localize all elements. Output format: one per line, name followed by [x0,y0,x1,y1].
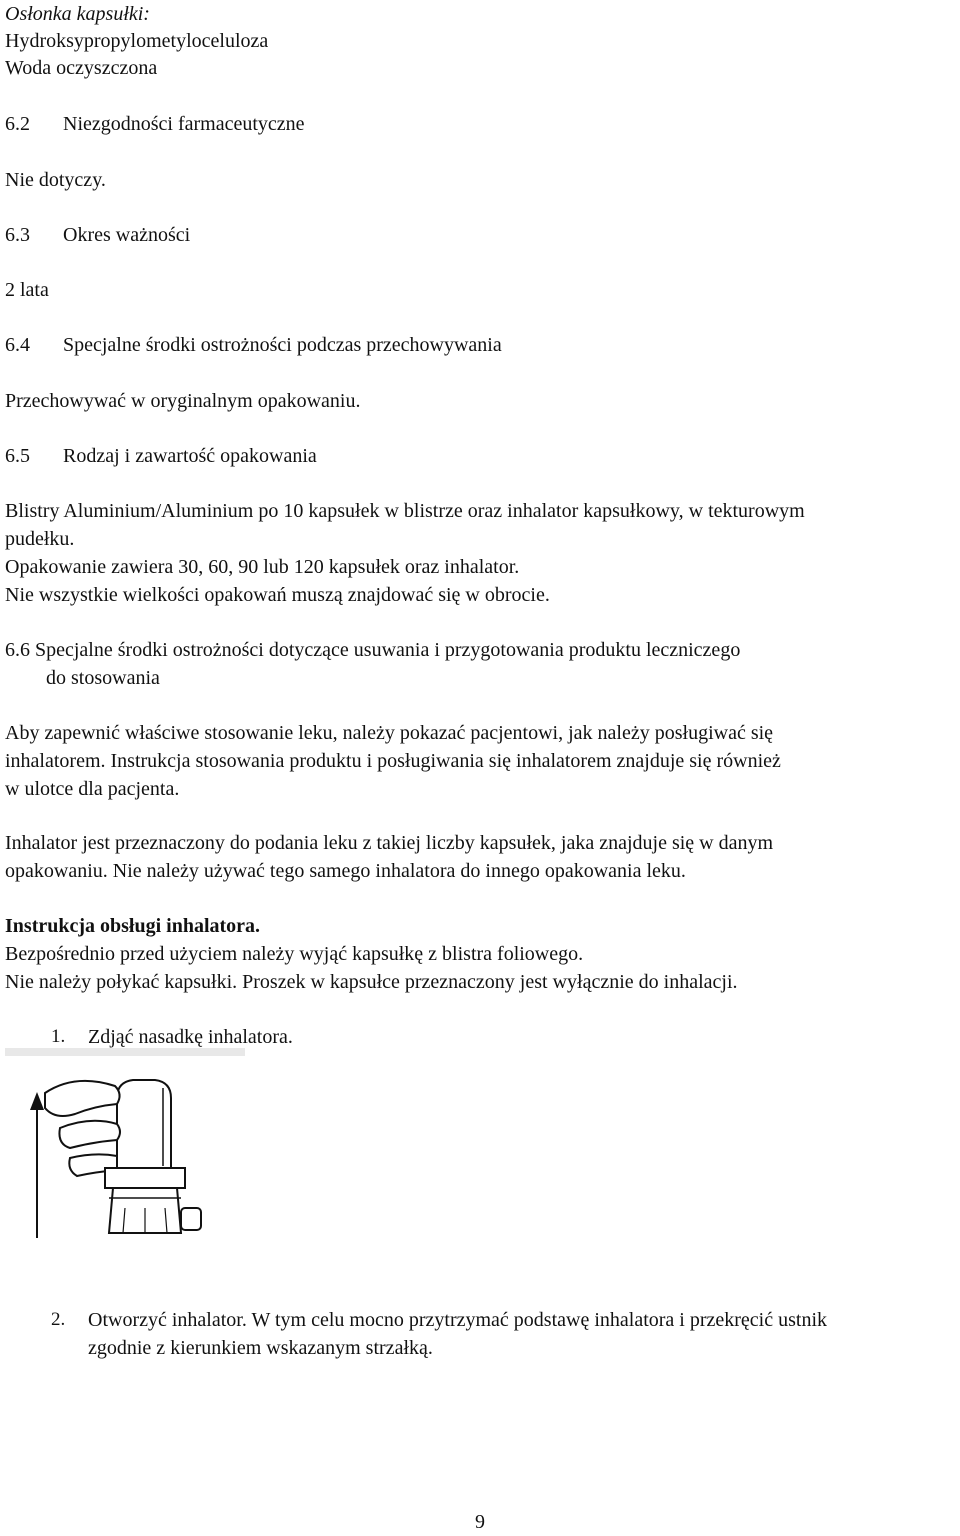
section-6-6-para-line: w ulotce dla pacjenta. [5,778,180,800]
capsule-shell-item: Woda oczyszczona [5,57,158,79]
section-number: 6.3 [5,224,30,246]
section-6-2-heading [5,110,305,138]
section-6-5-body-line: Blistry Aluminium/Aluminium po 10 kapsułek w blistrze oraz inhalator kapsułkowy, w tekturowym [5,500,805,522]
section-6-5-body-line: Nie wszystkie wielkości opakowań muszą znajdować się w obrocie. [5,584,550,606]
capsule-shell-heading: Osłonka kapsułki: [5,3,150,25]
section-title: Rodzaj i zawartość opakowania [63,445,317,467]
step-2-number: 2. [51,1309,66,1330]
section-6-6-para-line: inhalatorem. Instrukcja stosowania produktu i posługiwania się inhalatorem znajduje się również [5,750,781,772]
inhaler-button [181,1208,201,1230]
step-2-text-line: Otworzyć inhalator. W tym celu mocno przytrzymać podstawę inhalatora i przekręcić ustnik [88,1309,828,1331]
inhaler-cap-removal-illustration [5,1048,245,1258]
section-6-3-heading [5,221,190,249]
instructions-title: Instrukcja obsługi inhalatora. [5,915,261,937]
up-arrow-icon [30,1092,44,1110]
inhaler-collar [105,1168,185,1188]
section-6-2-body: Nie dotyczy. [5,169,106,191]
section-6-3-body: 2 lata [5,279,49,301]
section-number: 6.2 [5,113,30,135]
section-6-4-body: Przechowywać w oryginalnym opakowaniu. [5,390,361,412]
section-title: Niezgodności farmaceutyczne [63,113,305,135]
section-6-6-para-line: Inhalator jest przeznaczony do podania leku z takiej liczby kapsułek, jaka znajduje się w danym [5,832,774,854]
section-title: Specjalne środki ostrożności dotyczące usuwania i przygotowania produktu leczniczego [35,639,741,661]
section-number: 6.6 [5,639,30,661]
page-number: 9 [475,1511,485,1533]
section-title: Specjalne środki ostrożności podczas przechowywania [63,334,502,356]
step-2-text-line: zgodnie z kierunkiem wskazanym strzałką. [88,1337,433,1359]
instructions-line: Nie należy połykać kapsułki. Proszek w kapsułce przeznaczony jest wyłącznie do inhalacji. [5,971,738,993]
section-6-6-para-line: Aby zapewnić właściwe stosowanie leku, należy pokazać pacjentowi, jak należy posługiwać się [5,722,774,744]
section-number: 6.4 [5,334,30,356]
section-6-6-heading [5,636,740,664]
step-1-number: 1. [51,1026,66,1047]
section-6-5-heading [5,442,317,470]
step-1-text: Zdjąć nasadkę inhalatora. [88,1026,293,1048]
section-number: 6.5 [5,445,30,467]
illustration-top-strip [5,1048,245,1056]
section-6-4-heading [5,331,502,359]
section-6-5-body-line: Opakowanie zawiera 30, 60, 90 lub 120 kapsułek oraz inhalator. [5,556,520,578]
section-title: Okres ważności [63,224,191,246]
finger-middle [59,1121,120,1148]
section-6-5-body-line: pudełku. [5,528,75,550]
capsule-shell-item: Hydroksypropylometyloceluloza [5,30,269,52]
section-6-6-para-line: opakowaniu. Nie należy używać tego samego inhalatora do innego opakowania leku. [5,860,686,882]
section-6-6-heading-cont: do stosowania [46,667,160,689]
instructions-line: Bezpośrednio przed użyciem należy wyjąć kapsułkę z blistra foliowego. [5,943,584,965]
finger-top [45,1081,120,1116]
inhaler-illustration-svg [5,1048,245,1253]
